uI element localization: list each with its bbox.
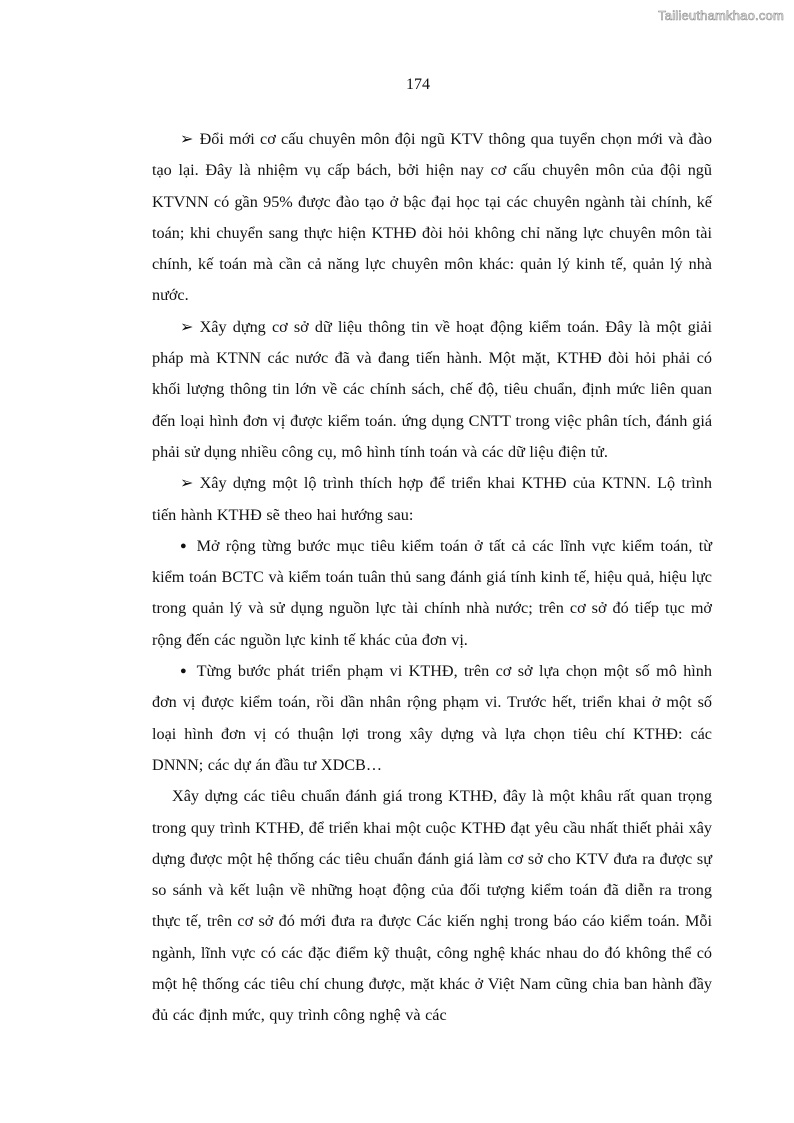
paragraph-text: Xây dựng một lộ trình thích hợp để triển khai KTHĐ của KTNN. Lộ trình tiến hành KTHĐ sẽ theo hai hướng sau: (152, 474, 712, 524)
paragraph-audit-database (152, 312, 712, 468)
watermark-text: Tailieuthamkhao.com (658, 8, 784, 23)
dot-bullet-icon: ● (180, 539, 187, 552)
paragraph-text: Xây dựng cơ sở dữ liệu thông tin về hoạt động kiểm toán. Đây là một giải pháp mà KTNN các nước đã và đang tiến hành. Một mặt, KTHĐ đòi hỏi phải có khối lượng thông tin lớn về các chính sách, chế độ, tiêu chuẩn, định mức liên quan đến loại hình đơn vị được kiểm toán. ứng dụng CNTT trong việc phân tích, đánh giá phải sử dụng nhiều công cụ, mô hình tính toán và các dữ liệu điện tử. (152, 317, 712, 461)
page-number: 174 (406, 76, 430, 93)
paragraph-roadmap (152, 468, 712, 531)
paragraph-text: Đổi mới cơ cấu chuyên môn đội ngũ KTV thông qua tuyển chọn mới và đào tạo lại. Đây là nhiệm vụ cấp bách, bởi hiện nay cơ cấu chuyên môn của đội ngũ KTVNN có gần 95% được đào tạo ở bậc đại học tại các chuyên ngành tài chính, kế toán; khi chuyển sang thực hiện KTHĐ đòi hỏi không chỉ năng lực chuyên môn tài chính, kế toán mà cần cả năng lực chuyên môn khác: quản lý kinh tế, quản lý nhà nước. (152, 130, 712, 305)
paragraph-text: Xây dựng các tiêu chuẩn đánh giá trong KTHĐ, đây là một khâu rất quan trọng trong quy trình KTHĐ, để triển khai một cuộc KTHĐ đạt yêu cầu nhất thiết phải xây dựng được một hệ thống các tiêu chuẩn đánh giá làm cơ sở cho KTV đưa ra được sự so sánh và kết luận về những hoạt động của đối tượng kiểm toán đã diễn ra trong thực tế, trên cơ sở đó mới đưa ra được Các kiến nghị trong báo cáo kiểm toán. Mỗi ngành, lĩnh vực có các đặc điểm kỹ thuật, công nghệ khác nhau do đó không thể có một hệ thống các tiêu chí chung được, mặt khác ở Việt Nam cũng chia ban hành đầy đủ các định mức, quy trình công nghệ và các (152, 787, 712, 1025)
arrow-bullet-icon: ➢ (180, 474, 194, 493)
arrow-bullet-icon: ➢ (180, 317, 194, 336)
paragraph-evaluation-standards (152, 781, 712, 1031)
dot-bullet-icon: ● (180, 665, 187, 678)
paragraph-expand-scope (152, 656, 712, 781)
paragraph-expand-objectives (152, 531, 712, 656)
paragraph-text: Từng bước phát triển phạm vi KTHĐ, trên cơ sở lựa chọn một số mô hình đơn vị được kiểm toán, rồi dần nhân rộng phạm vi. Trước hết, triển khai ở một số loại hình đơn vị có thuận lợi trong xây dựng và lựa chọn tiêu chí KTHĐ: các DNNN; các dự án đầu tư XDCB… (152, 662, 712, 774)
paragraph-restructure-auditors (152, 124, 712, 312)
arrow-bullet-icon: ➢ (180, 130, 194, 148)
paragraph-text: Mở rộng từng bước mục tiêu kiểm toán ở tất cả các lĩnh vực kiểm toán, từ kiểm toán BCTC và kiểm toán tuân thủ sang đánh giá tính kinh tế, hiệu quả, hiệu lực trong quản lý và sử dụng nguồn lực tài chính nhà nước; trên cơ sở đó tiếp tục mở rộng đến các nguồn lực kinh tế khác của đơn vị. (152, 536, 712, 649)
document-body (152, 124, 712, 1032)
